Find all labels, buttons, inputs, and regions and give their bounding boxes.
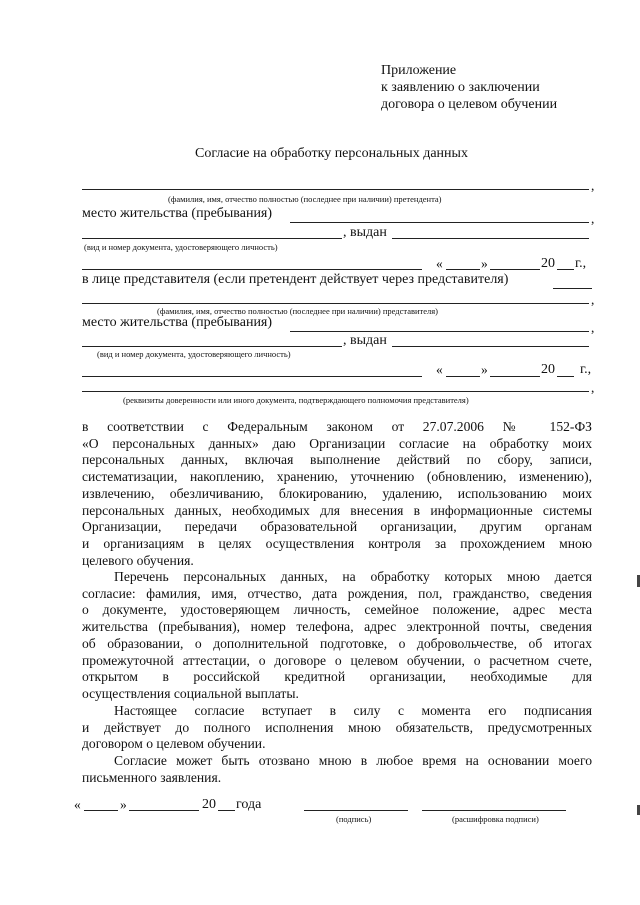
representative-issued-by-line-2	[82, 376, 422, 377]
caption-fio-candidate: (фамилия, имя, отчество полностью (последнее при наличии) претендента)	[168, 194, 442, 204]
header-line-1: Приложение	[381, 63, 457, 78]
issued-by-line-2	[82, 269, 422, 270]
year-line	[557, 269, 574, 270]
signature-decoding-line	[422, 810, 566, 811]
power-of-attorney-line	[82, 391, 589, 392]
caption-signature-decoding: (расшифровка подписи)	[452, 814, 539, 824]
footer-date-close: »	[120, 797, 127, 812]
month-line	[490, 269, 540, 270]
text-line: Перечень персональных данных, на обработку которых мною дается	[114, 569, 592, 584]
text-line: персональных данных, включая выполнение действий по сбору, записи,	[82, 452, 592, 468]
comma: ,	[591, 292, 595, 307]
year-prefix: 20	[541, 256, 555, 271]
text-line: Организации, передачи образовательной организации, другим органам	[82, 519, 592, 535]
text-line: промежуточной аттестации, о договоре о целевом обучении, о расчетном счете,	[82, 652, 592, 668]
text-line: письменного заявления.	[82, 769, 222, 785]
text-line: жительства (пребывания), номер телефона, адрес электронной почты, сведения	[82, 619, 592, 635]
paragraph-validity	[82, 703, 592, 753]
text-line: Настоящее согласие вступает в силу с момента его подписания	[114, 703, 592, 718]
representative-label: в лице представителя (если претендент действует через представителя)	[82, 272, 509, 287]
text-line: об образовании, о дополнительной подготовке, о добровольчестве, об итогах	[82, 635, 592, 651]
date-close-quote: »	[481, 256, 488, 271]
issued-label: , выдан	[343, 225, 387, 240]
text-line: систематизации, накоплению, хранению, уточнению (обновлению, изменению),	[82, 469, 592, 485]
comma: ,	[591, 178, 595, 193]
text-line: извлечению, обезличиванию, блокированию, удалению, использованию моих	[82, 485, 592, 501]
page-title: Согласие на обработку персональных данных	[195, 146, 468, 161]
text-line: «О персональных данных» даю Организации согласие на обработку моих	[82, 435, 592, 451]
text-line: осуществления социальной выплаты.	[82, 685, 299, 701]
footer-date-open: «	[74, 797, 81, 812]
day-line	[446, 376, 480, 377]
text-line: в соответствии с Федеральным законом от 27.07.2006 № 152-ФЗ	[82, 419, 592, 434]
document-line	[82, 238, 342, 239]
caption-signature: (подпись)	[336, 814, 372, 824]
header-line-3: договора о целевом обучении	[381, 97, 558, 112]
representative-residence-label: место жительства (пребывания)	[82, 315, 273, 330]
comma: ,	[591, 320, 595, 335]
text-line: и действует до полного исполнения мною обязательств, предусмотренных	[82, 719, 592, 735]
caption-document: (вид и номер документа, удостоверяющего личность)	[84, 242, 278, 252]
paragraph-revocation	[82, 753, 592, 786]
date-open-quote: «	[436, 362, 443, 377]
text-line: целевого обучения.	[82, 552, 194, 568]
year-suffix: г.,	[580, 362, 592, 377]
representative-residence-line	[290, 331, 589, 332]
paragraph-consent	[82, 419, 592, 569]
day-line	[446, 269, 480, 270]
text-line: и организациям в целях осуществления контроля за прохождением мною	[82, 535, 592, 551]
issued-by-line	[392, 238, 589, 239]
caption-fio-representative: (фамилия, имя, отчество полностью (последнее при наличии) представителя)	[157, 306, 439, 316]
text-line: персональных данных, необходимых для внесения в информационные системы	[82, 502, 592, 518]
caption-power-of-attorney: (реквизиты доверенности или иного документа, подтверждающего полномочия представителя)	[123, 395, 469, 405]
footer-year-line	[218, 810, 235, 811]
year-suffix: г.,	[575, 256, 587, 271]
comma: ,	[591, 211, 595, 226]
footer-day-line	[84, 810, 118, 811]
header-line-2: к заявлению о заключении	[381, 80, 540, 95]
paragraph-data-list	[82, 569, 592, 703]
residence-line	[290, 222, 589, 223]
text-line: открытом в российской кредитной организации, необходимые для	[82, 669, 592, 685]
year-prefix: 20	[541, 362, 555, 377]
footer-year-word: года	[236, 797, 262, 812]
text-line: договором о целевом обучении.	[82, 736, 266, 752]
date-close-quote: »	[481, 362, 488, 377]
text-line: о документе, удостоверяющем личность, семейное положение, адрес места	[82, 602, 592, 618]
text-line: Согласие может быть отозвано мною в любое время на основании моего	[114, 753, 592, 768]
representative-line-end	[553, 288, 592, 289]
residence-label: место жительства (пребывания)	[82, 206, 273, 221]
representative-issued-by-line	[392, 346, 589, 347]
year-line	[557, 376, 574, 377]
footer-month-line	[129, 810, 199, 811]
representative-fio-line	[82, 303, 589, 304]
date-open-quote: «	[436, 256, 443, 271]
footer-year-prefix: 20	[202, 797, 216, 812]
representative-issued-label: , выдан	[343, 333, 387, 348]
representative-document-line	[82, 346, 342, 347]
text-line: согласие: фамилия, имя, отчество, дата рождения, пол, гражданство, сведения	[82, 585, 592, 601]
signature-line	[304, 810, 408, 811]
comma: ,	[591, 380, 595, 395]
month-line	[490, 376, 540, 377]
candidate-fio-line	[82, 189, 589, 190]
caption-representative-document: (вид и номер документа, удостоверяющего личность)	[97, 349, 291, 359]
